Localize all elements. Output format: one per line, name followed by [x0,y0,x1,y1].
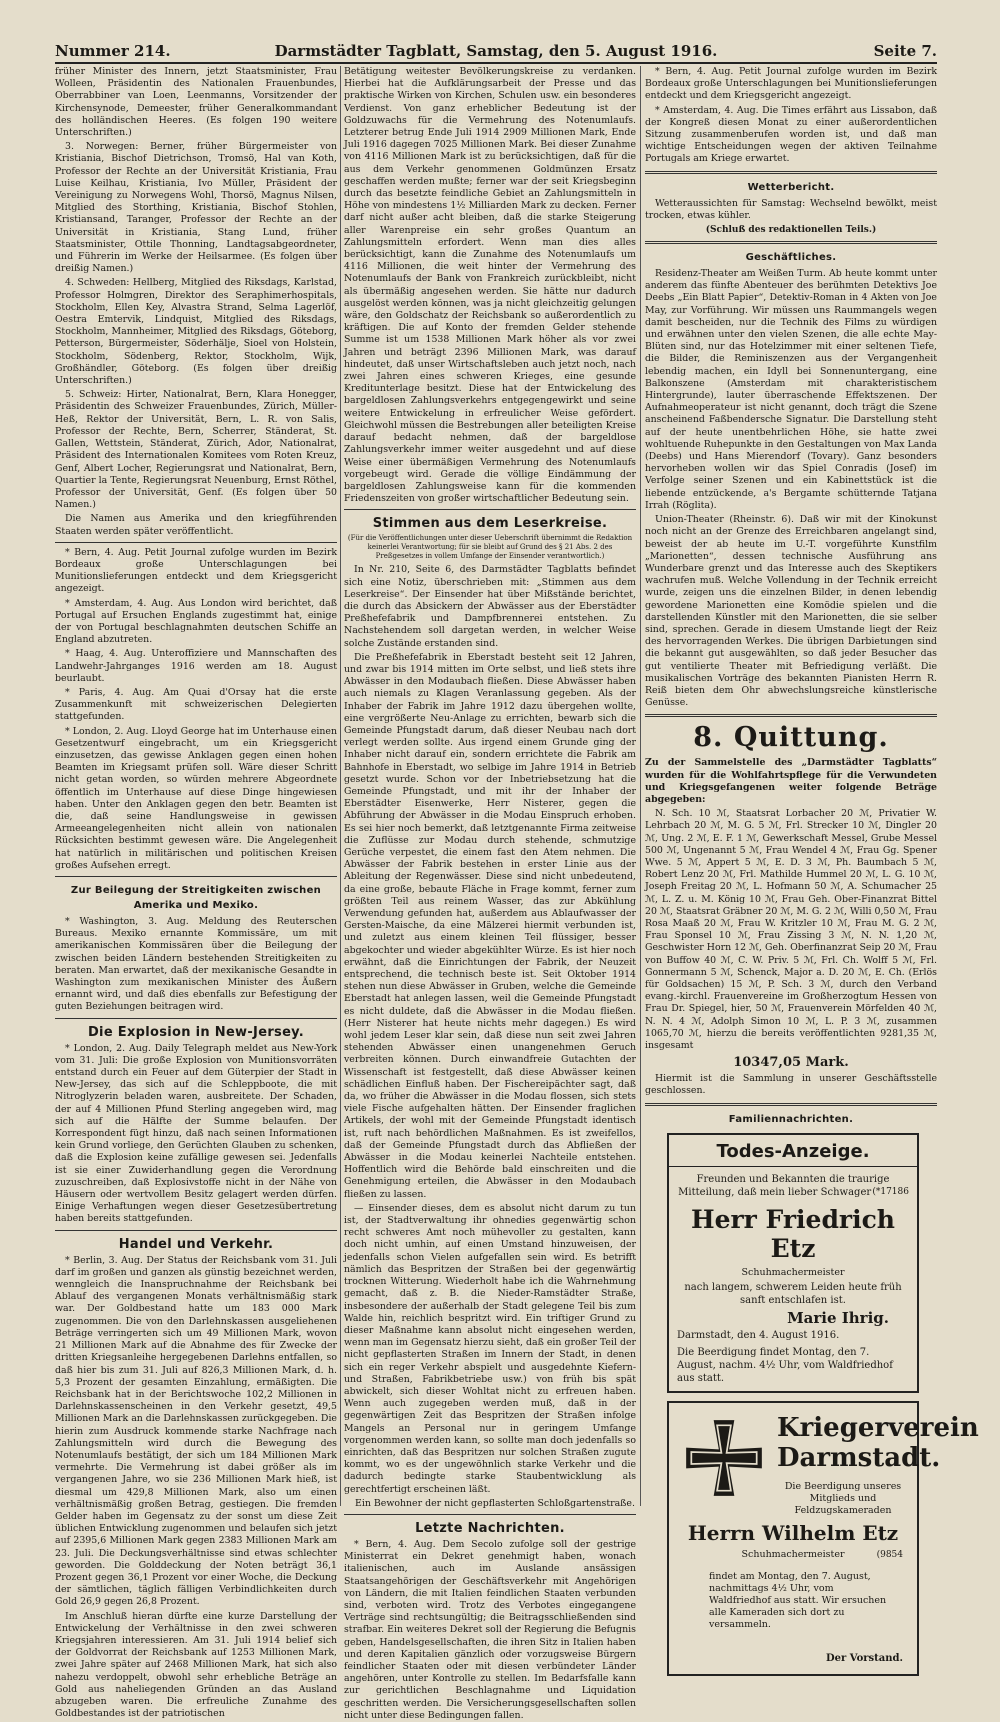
death-notice-ad [667,1133,919,1393]
section-heading: Die Explosion in New-Jersey. [87,1024,305,1040]
news-item: * Paris, 4. Aug. Am Quai d'Orsay hat die erste Zusammenkunft mit schweizerischen Delegierten stattgefunden. [55,686,337,723]
receipt-heading: 8. Quittung. [693,722,889,754]
page-number: Seite 7. [873,42,937,60]
column-3 [645,66,979,1664]
ad-text-line: Freunden und Bekannten die traurige Mitteilung, daß mein lieber Schwager [678,1173,890,1198]
news-item: * London, 2. Aug. Lloyd George hat im Unterhause einen Gesetzentwurf eingebracht, um ein Kriegsgericht einzusetzen, das gewisse Anklagen gegen einen hohen Beamten im Kriegsamt prüfen soll. Wäre dieser Schritt nicht getan worden, so würden mehrere Abgeordnete öffentlich im Unterhause auf diese Dinge hingewiesen haben. Unter den Anklagen gegen den betr. Beamten ist die, daß seine Handlungsweise in gewissen Armeeangelegenheiten nicht allein von nationalen Rücksichten bestimmt gewesen wäre. Die Angelegenheit hat natürlich in militärischen und politischen Kreisen großes Aufsehen erregt. [55,725,337,871]
divider [55,876,337,877]
column-divider [640,66,641,1506]
receipt-intro: Zu der Sammelstelle des „Darmstädter Tagblatts“ wurden für die Wohlfahrtspflege für die Verwundeten und Kriegsgefangenen weiter folgende Beträge abgegeben: [645,757,937,805]
ad-code: (*17186 [872,1186,909,1197]
article-paragraph: 4. Schweden: Hellberg, Mitglied des Riksdags, Karlstad, Professor Holmgren, Direktor des Seraphimerhospitals, Stockholm, Ellen Key, Alvastra Strand, Selma Lagerlöf, Oestra Emtervik, Lindquist, Mitglied des Riksdags, Stockholm, Mannheimer, Mitglied des Riksdags, Göteborg, Petterson, Bürgermeister, Söderhälje, Sioel von Holstein, Stockholm, Södenberg, Rektor, Stockholm, Wijk, Großhändler, Göteborg. (Es folgen über dreißig Unterschriften.) [55,277,337,387]
ad-heading: Todes-Anzeige. [669,1141,917,1167]
article-paragraph: In Nr. 210, Seite 6, des Darmstädter Tagblatts befindet sich eine Notiz, überschrieben mit: „Stimmen aus dem Leserkreise“. Der Einsender hat über Mißstände berichtet, die durch das Absickern der Abwässer aus der Eberstädter Preßhefefabrik und Dampfbrennerei entstehen. Zu Nachstehendem soll dargetan werden, in welcher Weise solche Zustände erstanden sind. [344,564,636,649]
divider [645,171,937,174]
ad-code: (9854 [876,1549,903,1560]
article-paragraph: Die Preßhefefabrik in Eberstadt besteht seit 12 Jahren, und zwar bis 1914 mitten im Orte selbst, und ließ stets ihre Abwässer in den Modaubach fließen. Diese Abwässer haben auch niemals zu Klagen Veranlassung gegeben. Als der Inhaber der Fabrik im Jahre 1912 dazu übergehen wollte, eine vergrößerte Neu-Anlage zu errichten, bewarb sich die Gemeinde Pfungstadt darum, daß dieser Neubau nach dort verlegt werden sollte. Aus irgend einem Grunde ging der Inhaber nicht darauf ein, sondern errichtete die Fabrik am Bahnhofe in Eberstadt, wo selbige im Jahre 1914 in Betrieb gesetzt wurde. Schon vor der Inbetriebsetzung hat die Gemeinde Pfungstadt, und mit ihr der Inhaber der Eberstädter Eisenwerke, Herr Nisterer, gegen die Abführung der Abwässer in die Modau Einspruch erhoben. Es sei hier noch bemerkt, daß letztgenannte Firma zeitweise die Zuflüsse zur Modau durch stehende, schmutzige Gerüche verpestet, die einem fast den Atem nehmen. Die Abwässer der Fabrik bestehen in erster Linie aus der Ableitung der Regenwässer. Diese sind nicht unbedeutend, da eine große, bebaute Fläche in Frage kommt, ferner zum größten Teil aus reinem Wasser, das zur Abkühlung Verwendung gefunden hat, außerdem aus Ablaufwasser der Gersten-Maische, da eine Mälzerei hiermit verbunden ist, und zuletzt aus einem kleinen Teil flüssiger, besser abgekochter und wieder abgekühlter Würze. Es ist hier noch erwähnt, daß die Einrichtungen der Fabrik, der Neuzeit entsprechend, die technisch beste ist. Seit Oktober 1914 stehen nun diese Abwässer in Gruben, welche die Gemeinde Eberstadt hat anlegen lassen, weil die Gemeinde Pfungstadt es nicht duldete, daß die Abwässer in die Modau fließen. (Herr Nisterer hat heute nichts mehr dagegen.) Es wird wohl jedem Leser klar sein, daß diese nun seit zwei Jahren stehenden Abwässer einen unangenehmen Geruch verbreiten können. Durch einwandfreie Gutachten der Wissenschaft ist festgestellt, daß diese Abwässer keinen schädlichen Einfluß haben. Der Fischereipächter sagt, daß da, wo früher die Abwässer in die Modau flossen, sich stets viele Fische aufgehalten hätten. Der Einsender fraglichen Artikels, der wohl mit der Gemeinde Pfungstadt identisch ist, ruft nach behördlichen Maßnahmen. Es ist zweifellos, daß der Gemeinde Pfungstadt durch das Abfließen der Abwässer in die Modau keinerlei Nachteile entstehen. Hoffentlich wird die Behörde bald einschreiten und die Genehmigung erteilen, die Abwässer in den Modaubach fließen zu lassen. [344,651,636,1200]
article-paragraph: Union-Theater (Rheinstr. 6). Daß wir mit der Kinokunst noch nicht an der Grenze des Erreichbaren angelangt sind, beweist der ab heute im U.-T. vorgeführte Kunstfilm „Marionetten“, dessen technische Ausführung ans Wunderbare grenzt und das Interesse auch des Skeptikers wachrufen muß. Welche Vollendung in der Technik erreicht wurde, zeigen uns die einzelnen Bilder, in denen lebendig gewordene Marionetten eine Komödie spielen und die darstellenden Künstler mit den Marionetten, die sie selber sind, sprechen. Gerade in diesem Umstande liegt der Reiz des hervorragenden Werkes. Die übrigen Darbietungen sind die bekannt gut ausgewählten, so daß jeder Besucher das gut ventilierte Theater mit Befriedigung verläßt. Die musikalischen Vorträge des bekannten Pianisten Herrn R. Reiß bieten dem Ohr abwechslungsreiche künstlerische Genüsse. [645,514,937,709]
iron-cross-icon [681,1415,767,1501]
divider [344,1514,636,1515]
weather-report: Wetteraussichten für Samstag: Wechselnd bewölkt, meist trocken, etwas kühler. [645,197,937,221]
article-paragraph: Die Namen aus Amerika und den kriegführenden Staaten werden später veröffentlicht. [55,513,337,537]
ad-signature: Der Vorstand. [825,1652,903,1664]
divider [645,241,937,244]
article-paragraph: — Einsender dieses, dem es absolut nicht darum zu tun ist, der Stadtverwaltung ihr ohnedies gegenwärtig schon recht schweres Amt noch mühevoller zu gestalten, kann doch nicht umhin, auf einen Umstand hinzuweisen, der jedenfalls schon Vielen aufgefallen sein wird. Es betrifft nämlich das Bespritzen der Straßen bei der gegenwärtig trocknen Witterung. Wiederholt habe ich die Wahrnehmung gemacht, daß z. B. die Nieder-Ramstädter Straße, insbesondere der außerhalb der Stadt gelegene Teil bis zum Walde hin, reichlich bespritzt wird. Ein triftiger Grund zu dieser Maßnahme kann absolut nicht eingesehen werden, wenn man im Gegensatz hierzu sieht, daß ein großer Teil der nicht gepflasterten Straßen im Innern der Stadt, in denen sich ein reger Verkehr abspielt und ausgedehnte Kiefern- und Straßen, Fabrikbetriebe usw.) von früh bis spät abwickelt, sich dieser Wohltat nicht zu erfreuen haben. Wenn auch zugegeben werden muß, daß in der gegenwärtigen Zeit das Bespritzen der Straßen infolge Mangels an Personal nur in geringem Umfange vorgenommen werden kann, so sollte man doch jedenfalls so einrichten, daß das Bespritzen nur solchen Straßen zugute kommt, wo es der ungewöhnlich starke Verkehr und die dadurch bedingte starke Staubentwicklung als gerechtfertigt erscheinen läßt. [344,1202,636,1495]
column-1 [55,66,337,1720]
news-item: * Amsterdam, 4. Aug. Aus London wird berichtet, daß Portugal auf Ersuchen Englands zugestimmt hat, einige der von Portugal beschlagnahmten deutschen Schiffe an England abzutreten. [55,597,337,646]
news-item: * London, 2. Aug. Daily Telegraph meldet aus New-York vom 31. Juli: Die große Explosion von Munitionsvorräten entstand durch ein Feuer auf dem Güterpier der Stadt in New-Jersey, das sich auf die Schleppboote, die mit Nitroglyzerin beladen waren, ausbreitete. Der Schaden, der auf 4 Millionen Pfund Sterling angegeben wird, mag sich auf die Hälfte der Summe belaufen. Der Korrespondent fügt hinzu, daß nach seinen Informationen kein Grund vorliege, den Gerüchten Glauben zu schenken, daß die Explosion keine zufällige gewesen sei. Jedenfalls ist sie einer Zuwiderhandlung gegen die Verordnung zuzuschreiben, daß Explosivstoffe nicht in der Nähe von Häusern oder wertvollem Besitz gelagert werden dürfen. Einige Verhaftungen wegen dieser Gesetzesübertretung haben bereits stattgefunden. [55,1042,337,1225]
deceased-occupation: Schuhmachermeister [741,1548,845,1560]
deceased-occupation: Schuhmachermeister [741,1266,845,1278]
divider [344,509,636,510]
deceased-name: Herrn Wilhelm Etz [687,1520,899,1545]
issue-number: Nummer 214. [55,42,171,60]
column-divider [340,66,341,1506]
section-heading: Wetterbericht. [747,181,835,193]
article-paragraph: 5. Schweiz: Hirter, Nationalrat, Bern, Klara Honegger, Präsidentin des Schweizer Frauenbundes, Zürich, Müller-Heß, Rektor der Universität, Bern, L. R. von Salis, Professor der Rechte, Bern, Scherrer, Ständerat, St. Gallen, Wettstein, Ständerat, Zürich, Ador, Nationalrat, Präsident des Internationalen Komitees vom Roten Kreuz, Genf, Albert Locher, Regierungsrat und Nationalrat, Bern, Quartier la Tente, Regierungsrat Neuenburg, Ernst Röthel, Professor der Universität, Genf. (Es folgen über 50 Namen.) [55,389,337,511]
receipt-closing: Hiermit ist die Sammlung in unserer Geschäftsstelle geschlossen. [645,1073,937,1097]
donation-list: N. Sch. 10 ℳ, Staatsrat Lorbacher 20 ℳ, Privatier W. Lehrbach 20 ℳ, M. G. 5 ℳ, Frl. Strecker 10 ℳ, Dingler 20 ℳ, Ung. 2 ℳ, E. F. 1 ℳ, Gewerkschaft Messel, Grube Messel 500 ℳ, Ungenannt 5 ℳ, Frau Wendel 4 ℳ, Frau Gg. Spener Wwe. 5 ℳ, Appert 5 ℳ, E. D. 3 ℳ, Ph. Baumbach 5 ℳ, Robert Lenz 20 ℳ, Frl. Mathilde Hummel 20 ℳ, L. G. 10 ℳ, Joseph Freitag 20 ℳ, L. Hofmann 50 ℳ, A. Schumacher 25 ℳ, L. Z. u. M. König 10 ℳ, Frau Geh. Ober-Finanzrat Bittel 20 ℳ, Staatsrat Gräbner 20 ℳ, M. G. 2 ℳ, Willi 0,50 ℳ, Frau Rosa Maaß 20 ℳ, Frau W. Kritzler 10 ℳ, Frau M. G. 2 ℳ, Frau Sponsel 10 ℳ, Frau Zissing 3 ℳ, N. N. 1,20 ℳ, Geschwister Horn 12 ℳ, Geh. Oberfinanzrat Seip 20 ℳ, Frau von Buffow 40 ℳ, C. W. Priv. 5 ℳ, Frl. Ch. Wolff 5 ℳ, Frl. Gonnermann 5 ℳ, Schenck, Major a. D. 20 ℳ, E. Ch. (Erlös für Goldsachen) 15 ℳ, P. Sch. 3 ℳ, durch den Verband evang.-kirchl. Frauenvereine im Großherzogtum Hessen von Frau Dr. Spiegel, hier, 50 ℳ, Frauenverein Mörfelden 40 ℳ, N. N. 4 ℳ, Adolph Simon 10 ℳ, L. P. 3 ℳ, zusammen 1065,70 ℳ, hierzu die bereits veröffentlichten 9281,35 ℳ, insgesamt [645,808,937,1052]
end-of-editorial: (Schluß des redaktionellen Teils.) [705,225,877,236]
section-heading: Letzte Nachrichten. [415,1520,565,1536]
ad-text: Die Beerdigung unseres Mitglieds und Feldzugskameraden [784,1480,902,1516]
newspaper-title: Darmstädter Tagblatt, Samstag, den 5. August 1916. [274,42,718,60]
divider [55,542,337,543]
donation-total: 10347,05 Mark. [733,1055,849,1071]
news-item: * Berlin, 3. Aug. Der Status der Reichsbank vom 31. Juli darf im großen und ganzen als günstig bezeichnet werden, wenngleich die Inanspruchnahme der Reichsbank bei Ablauf des vergangenen Monats verhältnismäßig stark war. Der Goldbestand hatte um 183 000 Mark zugenommen. Die von den Darlehnskassen ausgeliehenen Beträge verringerten sich um 49 Millionen Mark, wovon 21 Millionen Mark auf die Abnahme des für Zwecke der dritten Kriegsanleihe hergegebenen Darlehns entfallen, so daß hier bis zum 31. Juli auf 826,3 Millionen Mark, d. h. 5,3 Prozent der gesamten Einzahlung, ermäßigten. Die Reichsbank hat in der Berichtswoche 102,2 Millionen in Darlehnskassenscheinen in den Verkehr gesetzt, 49,5 Millionen Mark an die Darlehnskassen zurückgegeben. Die hierin zum Ausdruck kommende starke Nachfrage nach Zahlungsmitteln wird durch die Bewegung des Notenumlaufs bestätigt, der sich um 184 Millionen Mark vermehrte. Die Vermehrung ist dabei größer als im vergangenen Jahre, wo sie 236 Millionen Mark hieß, ist diesmal um 429,8 Millionen Mark, also um einen verhältnismäßig großen Betrag, gestiegen. Die fremden Gelder haben im Gegensatz zu der sonst um diese Zeit üblichen Entwicklung zugenommen und belaufen sich jetzt auf 2395,6 Millionen Mark gegen 2383 Millionen Mark am 23. Juli. Die Deckungsverhältnisse sind etwas schlechter geworden. Die Golddeckung der Noten beträgt 36,1 Prozent gegen 36,1 Prozent vor einer Woche, die Deckung der sämtlichen, täglich fälligen Verbindlichkeiten durch Gold 26,9 gegen 26,8 Prozent. [55,1254,337,1608]
divider [645,714,937,717]
news-item: * Bern, 4. Aug. Dem Secolo zufolge soll der gestrige Ministerrat ein Dekret genehmigt haben, wonach italienischen, auch im Auslande ansässigen Staatsangehörigen der Geschäftsverkehr mit Angehörigen von Ländern, die mit Italien feindlichen Staaten verbunden sind, verboten wird. Trotz des Verbotes eingegangene Verträge sind rechtsungültig; die Beitragsschließenden sind strafbar. Ein weiteres Dekret soll der Regierung die Befugnis geben, Handelsgesellschaften, die ihren Sitz in Italien haben und deren Kapitalien gänzlich oder vorzugsweise Bürgern feindlicher Staaten oder mit diesen verbündeter Länder angehören, unter Kontrolle zu stellen. Im Bedarfsfalle kann zur gerichtlichen Beschlagnahme und Liquidation geschritten werden. Die Versicherungsgesellschaften sollen nicht unter diese Bedingungen fallen. [344,1538,636,1721]
article-paragraph: Betätigung weitester Bevölkerungskreise zu verdanken. Hierbei hat die Aufklärungsarbeit der Presse und das praktische Wirken von Kirchen, Schulen usw. ein besonderes Verdienst. Von ganz erheblicher Bedeutung ist der Goldzuwachs für die Vermehrung des Notenumlaufs. Letzterer betrug Ende Juli 1914 2909 Millionen Mark, Ende Juli 1916 dagegen 7025 Millionen Mark. Bei dieser Zunahme von 4116 Millionen Mark ist zu berücksichtigen, daß für die aus dem Verkehr genommenen Goldmünzen Ersatz geschaffen werden mußte; ferner war der seit Kriegsbeginn durch das besetzte feindliche Gebiet an Zahlungsmitteln in Höhe von mindestens 1½ Milliarden Mark zu decken. Ferner darf nicht außer acht bleiben, daß die starke Steigerung aller Warenpreise ein sehr großes Quantum an Zahlungsmitteln erfordert. Wenn man dies alles berücksichtigt, kann die Zunahme des Notenumlaufs um 4116 Millionen, die weit hinter der Vermehrung des Notenumlaufs der Bank von Frankreich zurückbleibt, nicht als übermäßig angesehen werden. Sie hätte nur dadurch ausgelöst werden können, was ja nicht gleichzeitig gelungen wäre, den Goldschatz der Reichsbank so außerordentlich zu kräftigen. Die auf Konto der fremden Gelder stehende Summe ist um 1538 Millionen Mark höher als vor zwei Jahren und beträgt 2396 Millionen Mark, was darauf hindeutet, daß unser Wirtschaftsleben auch jetzt noch, nach zwei Jahren eines schweren Krieges, eine gesunde Kreditunterlage besitzt. Diese hat der Entwickelung des bargeldlosen Zahlungsverkehrs entgegengewirkt und seine weitere Entwickelung in erfreulicher Weise gefördert. Gleichwohl müssen die Bestrebungen aller beteiligten Kreise darauf bedacht nehmen, daß der bargeldlose Zahlungsverkehr immer weiter ausgedehnt und auf diese Weise einer übermäßigen Vermehrung des Notenumlaufs vorgebeugt wird. Gerade die völlige Eindämmung der bargeldlosen Zahlungsweise kann für die kommenden Friedenszeiten von großer wirtschaftlicher Bedeutung sein. [344,66,636,505]
signature-line: Ein Bewohner der nicht gepflasterten Schloßgartenstraße. [355,1497,635,1509]
ad-funeral-info: Die Beerdigung findet Montag, den 7. August, nachm. 4½ Uhr, vom Waldfriedhof aus statt. [677,1346,893,1384]
masthead [55,40,937,64]
ad-signature: Marie Ihrig. [787,1308,889,1327]
ad-text [677,1173,909,1199]
column-2 [344,66,636,1721]
article-paragraph: Im Anschluß hieran dürfte eine kurze Darstellung der Entwickelung der Verhältnisse in den zwei schweren Kriegsjahren interessieren. Am 31. Juli 1914 belief sich der Goldvorrat der Reichsbank auf 1253 Millionen Mark, zwei Jahre später auf 2468 Millionen Mark, hat sich also nahezu verdoppelt, obwohl sehr erhebliche Beträge an Gold aus naheliegenden Gründen an das Ausland abzugeben waren. Die erfreuliche Zunahme des Goldbestandes ist der patriotischen [55,1610,337,1720]
section-heading: Handel und Verkehr. [118,1236,274,1252]
veterans-association-ad [667,1401,979,1676]
divider [55,1018,337,1019]
editorial-note: (Für die Veröffentlichungen unter dieser Ueberschrift übernimmt die Redaktion keinerlei Verantwortung; für sie bleibt auf Grund des § 21 Abs. 2 des Preßgesetzes in vollem Umfange der Einsender verantwortlich.) [347,534,633,561]
association-name: Kriegerverein Darmstadt. [777,1412,979,1473]
news-item: * Amsterdam, 4. Aug. Die Times erfährt aus Lissabon, daß der Kongreß diesen Monat zu einer außerordentlichen Sitzung zusammenberufen worden ist, und daß man wichtige Entscheidungen wegen der aktiven Teilnahme Portugals am Kriege erwartet. [645,104,937,165]
article-paragraph: 3. Norwegen: Berner, früher Bürgermeister von Kristiania, Bischof Dietrichson, Tromsö, Hal van Koth, Professor der Rechte an der Universität Kristiania, Frau Luise Keilhau, Kristiania, Ivo Müller, Präsident der Vereinigung zu Norwegens Wohl, Thorsö, Magnus Nilsen, Mitglied des Storthing, Kristiania, Bischof Stohlen, Kristiansand, Taranger, Professor der Rechte an der Universität in Kristiania, Stang Lund, früher Staatsminister, Ottile Thonning, Landtagsabgeordneter, und Führerin im Werke der Heilsarmee. (Es folgen über dreißig Namen.) [55,141,337,275]
deceased-name: Herr Friedrich Etz [690,1204,895,1263]
ad-funeral-info: findet am Montag, den 7. August, nachmittags 4½ Uhr, vom Waldfriedhof aus statt. Wir ersuchen alle Kameraden sich dort zu versammeln. [709,1570,887,1630]
article-paragraph: Residenz-Theater am Weißen Turm. Ab heute kommt unter anderem das fünfte Abenteuer des berühmten Detektivs Joe Deebs „Ein Blatt Papier“, Detektiv-Roman in 4 Akten von Joe May, zur Vorführung. Wir müssen uns Raummangels wegen damit bescheiden, nur die Technik des Films zu würdigen und erwähnen unter den vielen Szenen, die alle echte May-Blüten sind, nur das Hotelzimmer mit einer seltenen Tiefe, die Bilder, die Reminiszenzen aus der Vergangenheit lebendig machen, ein Idyll bei Sonnenuntergang, eine Balkonszene (Amsterdam mit charakteristischem Hintergrunde), lauter überraschende Effektszenen. Der Aufnahmeoperateur ist nicht genannt, doch trägt die Szene anscheinend Faßbendersche Signatur. Die Darstellung steht auf der heute unentbehrlichen Höhe, sie hatte zwei wohltuende Ruhepunkte in den Gestaltungen von Max Landa (Deebs) und Hans Mierendorf (Tovary). Ganz besonders hervorheben wollen wir das Spiel Conradis (Josef) im Verfolge seiner Szenen und ein Kabinettstück ist die liebende entzückende, a's Bergamte schütternde Tatjana Irrah (Röglita). [645,268,937,511]
section-heading: Familiennachrichten. [728,1113,854,1125]
news-item: * Haag, 4. Aug. Unteroffiziere und Mannschaften des Landwehr-Jahrganges 1916 werden am 18. August beurlaubt. [55,648,337,684]
news-item: * Washington, 3. Aug. Meldung des Reuterschen Bureaus. Mexiko ernannte Kommissäre, um mit amerikanischen Kommissären über die Beilegung der zwischen beiden Ländern bestehenden Streitigkeiten zu beraten. Man erwartet, daß der mexikanische Gesandte in Washington zum mexikanischen Minister des Äußern ernannt wird, und daß dies ebenfalls zur Befestigung der guten Beziehungen beitragen wird. [55,916,337,1013]
news-item: * Bern, 4. Aug. Petit Journal zufolge wurden im Bezirk Bordeaux große Unterschlagungen bei Munitionslieferungen entdeckt und dem Kriegsgericht angezeigt. [55,546,337,595]
news-item: * Bern, 4. Aug. Petit Journal zufolge wurden im Bezirk Bordeaux große Unterschlagungen bei Munitionslieferungen entdeckt und dem Kriegsgericht angezeigt. [645,66,937,102]
divider [645,1103,937,1106]
ad-place-date: Darmstadt, den 4. August 1916. [677,1329,840,1341]
ad-text: nach langem, schwerem Leiden heute früh sanft entschlafen ist. [684,1281,902,1306]
divider [55,1230,337,1231]
section-heading: Stimmen aus dem Leserkreise. [372,516,608,532]
section-heading: Zur Beilegung der Streitigkeiten zwischen Amerika und Mexiko. [70,885,322,911]
section-heading: Geschäftliches. [745,252,837,264]
article-paragraph: früher Minister des Innern, jetzt Staatsminister, Frau Wolleen, Präsidentin des Nationalen Frauenbundes, Oberrabbiner van Loen, Leenmanns, Vorsitzender der Kirchensynode, Demeester, früher Generalkommandant des holländischen Heeres. (Es folgen 190 weitere Unterschriften.) [55,66,337,139]
